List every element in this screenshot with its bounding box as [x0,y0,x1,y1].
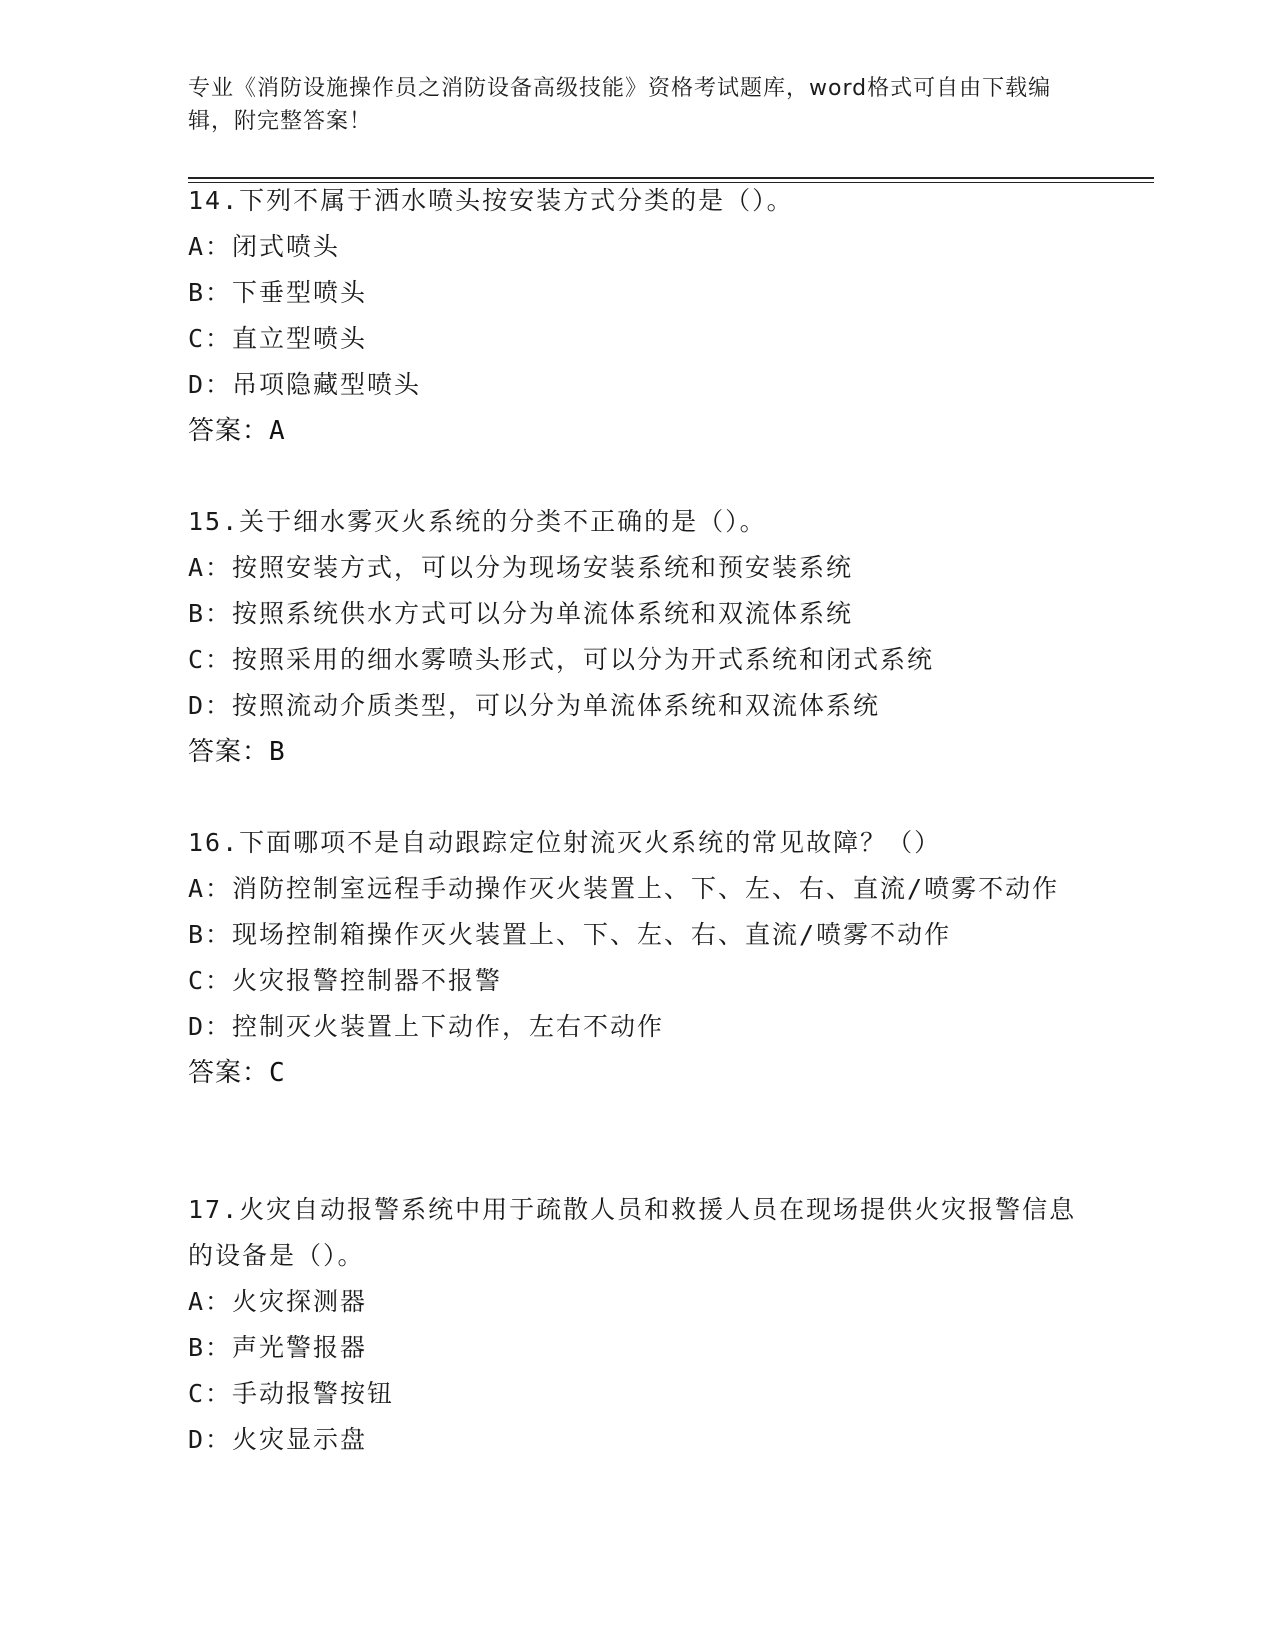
option-d: D：火灾显示盘 [188,1425,368,1454]
option-d: D：控制灭火装置上下动作，左右不动作 [188,1012,665,1041]
answer-label: 答案： [188,1058,270,1088]
question-stem: 17.火灾自动报警系统中用于疏散人员和救援人员在现场提供火灾报警信息的设备是（）。 [188,1195,1077,1270]
answer-label: 答案： [188,737,270,767]
option-a: A：按照安装方式，可以分为现场安装系统和预安装系统 [188,553,854,582]
option-b: B：现场控制箱操作灭火装置上、下、左、右、直流/喷雾不动作 [188,920,952,949]
option-a: A：火灾探测器 [188,1287,368,1316]
answer-value: B [269,737,286,767]
question-stem: 16.下面哪项不是自动跟踪定位射流灭火系统的常见故障？（） [188,828,942,857]
option-c: C：按照采用的细水雾喷头形式，可以分为开式系统和闭式系统 [188,645,935,674]
option-a: A：闭式喷头 [188,232,341,261]
option-d: D：吊项隐藏型喷头 [188,370,422,399]
answer-label: 答案： [188,416,270,446]
option-b: B：下垂型喷头 [188,278,368,307]
question-17 [188,1187,1088,1463]
document-header: 专业《消防设施操作员之消防设备高级技能》资格考试题库，word格式可自由下载编辑，附完整答案！ [188,76,1052,134]
question-stem: 15.关于细水雾灭火系统的分类不正确的是（）。 [188,507,767,536]
question-stem: 14.下列不属于洒水喷头按安装方式分类的是（）。 [188,186,794,215]
answer-line [188,408,1088,454]
question-16 [188,820,1088,1096]
answer-value: A [269,416,286,446]
option-c: C：火灾报警控制器不报警 [188,966,503,995]
option-a: A：消防控制室远程手动操作灭火装置上、下、左、右、直流/喷雾不动作 [188,874,1060,903]
answer-line [188,1050,1088,1096]
option-b: B：声光警报器 [188,1333,368,1362]
option-b: B：按照系统供水方式可以分为单流体系统和双流体系统 [188,599,854,628]
option-d: D：按照流动介质类型，可以分为单流体系统和双流体系统 [188,691,881,720]
question-14 [188,178,1088,454]
option-c: C：手动报警按钮 [188,1379,395,1408]
answer-value: C [269,1058,286,1088]
answer-line [188,729,1088,775]
option-c: C：直立型喷头 [188,324,368,353]
question-15 [188,499,1088,775]
